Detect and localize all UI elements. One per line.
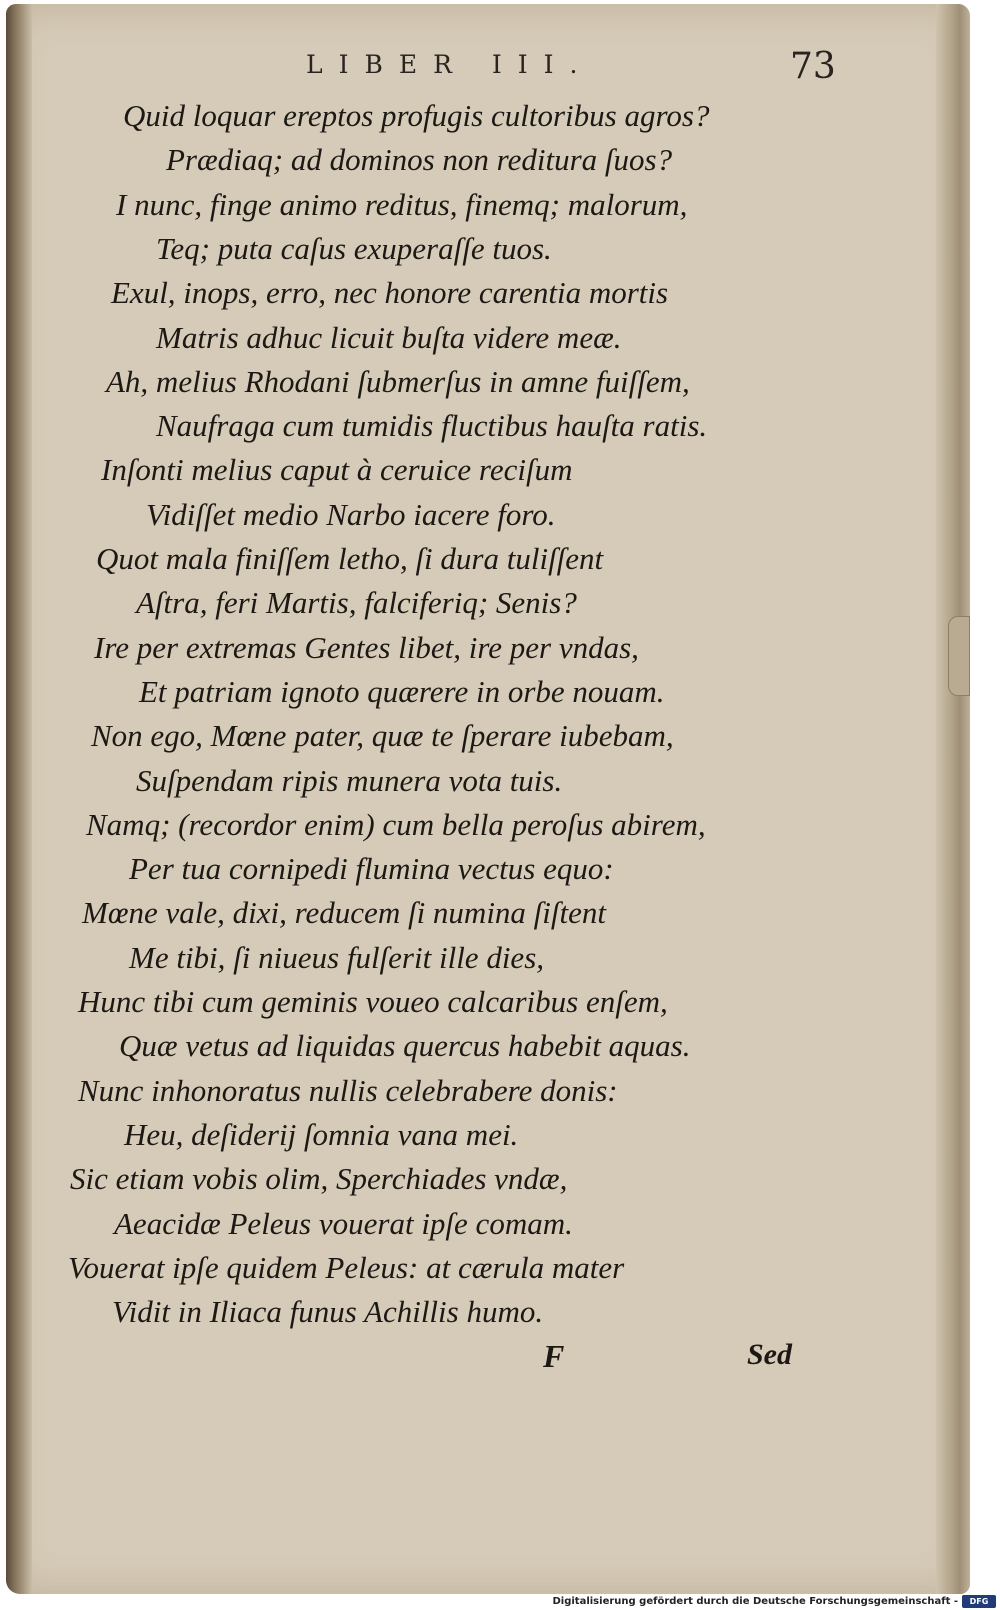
verse-line: Matris adhuc licuit buſta videre meæ. xyxy=(156,320,622,355)
verse-line: Aeacidæ Peleus vouerat ipſe comam. xyxy=(114,1206,573,1241)
verse-line: Quæ vetus ad liquidas quercus habebit aquas. xyxy=(119,1028,691,1063)
digitization-footer xyxy=(0,1594,1000,1610)
running-title: LIBER III. xyxy=(306,50,594,79)
verse-line: I nunc, finge animo reditus, finemq; malorum, xyxy=(116,187,688,222)
verse-line: Namq; (recordor enim) cum bella peroſus abirem, xyxy=(86,807,706,842)
poem-text-block xyxy=(6,4,970,1594)
verse-line: Suſpendam ripis munera vota tuis. xyxy=(136,763,563,798)
verse-line: Quot mala finiſſem letho, ſi dura tuliſſent xyxy=(96,541,604,576)
book-page xyxy=(6,4,970,1594)
verse-line: Vidiſſet medio Narbo iacere foro. xyxy=(146,497,556,532)
verse-line: Ah, melius Rhodani ſubmerſus in amne fuiſſem, xyxy=(106,364,690,399)
verse-line: Prædiaq; ad dominos non reditura ſuos? xyxy=(166,142,673,177)
verse-line: Mœne vale, dixi, reducem ſi numina ſiſtent xyxy=(82,895,607,930)
dfg-logo-text: DFG xyxy=(969,1597,989,1606)
verse-line: Non ego, Mœne pater, quæ te ſperare iubebam, xyxy=(91,718,674,753)
verse-line: Ire per extremas Gentes libet, ire per vndas, xyxy=(94,630,639,665)
verse-line: Aſtra, feri Martis, falciferiq; Senis? xyxy=(136,585,577,620)
signature-mark: F xyxy=(543,1338,565,1374)
dfg-logo xyxy=(962,1595,996,1608)
verse-line: Naufraga cum tumidis fluctibus hauſta ratis. xyxy=(156,408,708,443)
catchword: Sed xyxy=(747,1338,792,1371)
verse-line: Vidit in Iliaca funus Achillis humo. xyxy=(112,1294,544,1329)
verse-line: Quid loquar ereptos profugis cultoribus agros? xyxy=(123,98,710,133)
verse-line: Teq; puta caſus exuperaſſe tuos. xyxy=(156,231,552,266)
verse-line: Exul, inops, erro, nec honore carentia mortis xyxy=(111,275,669,310)
page-number: 73 xyxy=(790,46,836,87)
verse-line: Nunc inhonoratus nullis celebrabere donis: xyxy=(78,1073,618,1108)
verse-line: Vouerat ipſe quidem Peleus: at cærula mater xyxy=(68,1250,625,1285)
funding-credit: Digitalisierung gefördert durch die Deutsche Forschungsgemeinschaft - xyxy=(552,1596,958,1607)
verse-line: Me tibi, ſi niueus fulſerit ille dies, xyxy=(129,940,545,975)
verse-line: Per tua cornipedi flumina vectus equo: xyxy=(129,851,614,886)
verse-line: Hunc tibi cum geminis voueo calcaribus enſem, xyxy=(78,984,668,1019)
verse-line: Heu, deſiderij ſomnia vana mei. xyxy=(124,1117,519,1152)
verse-line: Et patriam ignoto quærere in orbe nouam. xyxy=(139,674,665,709)
verse-line: Sic etiam vobis olim, Sperchiades vndæ, xyxy=(70,1161,568,1196)
verse-line: Inſonti melius caput à ceruice reciſum xyxy=(101,452,573,487)
